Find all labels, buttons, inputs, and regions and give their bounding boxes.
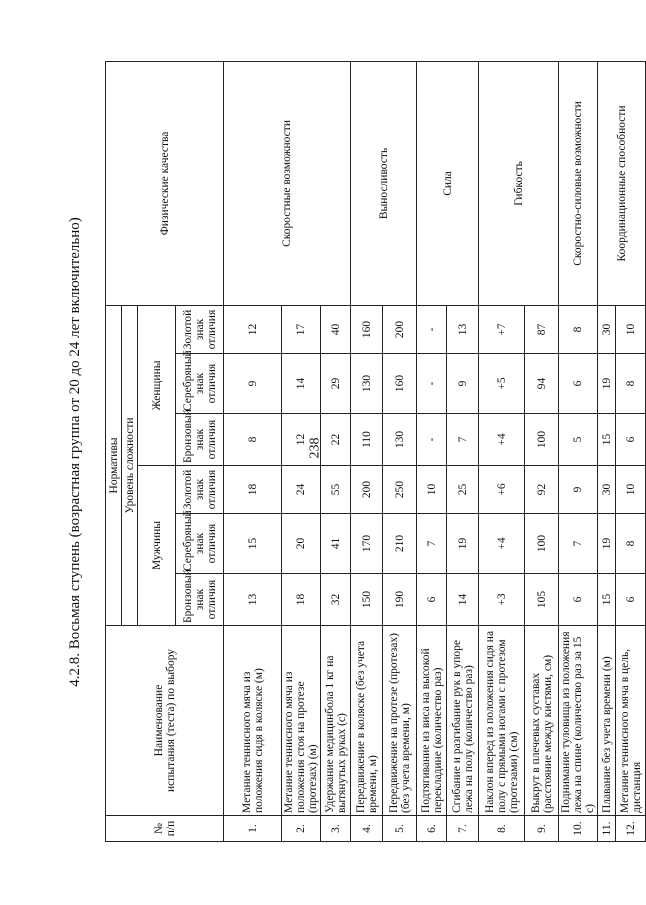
women-bronze-value: 110 bbox=[351, 414, 383, 466]
row-test-name: Сгибание и разгибание рук в упоре лежа на полу (количество раз) bbox=[447, 626, 479, 816]
header-men: Мужчины bbox=[138, 466, 176, 626]
women-gold-value: 13 bbox=[447, 305, 479, 353]
men-gold-value: 10 bbox=[616, 466, 646, 514]
row-test-name: Плавание без учета времени (м) bbox=[598, 626, 616, 816]
women-gold-value: 17 bbox=[282, 305, 321, 353]
row-test-name: Подтягивание из виса на высокой перекладине (количество раз) bbox=[417, 626, 447, 816]
men-gold-value: 10 bbox=[417, 466, 447, 514]
row-test-name: Передвижение на протезе (протезах) (без учета времени, м) bbox=[383, 626, 417, 816]
men-silver-value: 19 bbox=[447, 514, 479, 574]
women-bronze-value: 130 bbox=[383, 414, 417, 466]
header-test-name-line1: Наименование bbox=[152, 684, 165, 757]
women-gold-value: 30 bbox=[598, 305, 616, 353]
men-silver-value: +4 bbox=[479, 514, 525, 574]
women-silver-value: 6 bbox=[559, 354, 598, 414]
page-number: 238 bbox=[307, 437, 323, 459]
header-men-silver: Серебряный знак отличия bbox=[176, 514, 224, 574]
table-row bbox=[224, 61, 282, 841]
women-silver-value: 8 bbox=[616, 354, 646, 414]
men-silver-value: 7 bbox=[417, 514, 447, 574]
rotated-page bbox=[65, 62, 643, 842]
women-gold-value: 160 bbox=[351, 305, 383, 353]
table-row bbox=[351, 61, 383, 841]
women-gold-value: +7 bbox=[479, 305, 525, 353]
men-bronze-value: +3 bbox=[479, 574, 525, 626]
women-silver-value: 29 bbox=[321, 354, 351, 414]
men-silver-value: 8 bbox=[616, 514, 646, 574]
header-qualities: Физические качества bbox=[106, 61, 224, 305]
header-test-name-line2: испытания (теста) по выбору bbox=[164, 648, 177, 793]
row-number: 4. bbox=[351, 816, 383, 842]
women-silver-value: 94 bbox=[525, 354, 559, 414]
women-gold-value: 8 bbox=[559, 305, 598, 353]
row-test-name: Передвижение в коляске (без учета времени, м) bbox=[351, 626, 383, 816]
table-row bbox=[559, 61, 598, 841]
men-bronze-value: 190 bbox=[383, 574, 417, 626]
row-number: 9. bbox=[525, 816, 559, 842]
row-number: 6. bbox=[417, 816, 447, 842]
quality-speed: Скоростные возможности bbox=[224, 61, 351, 305]
row-number: 10. bbox=[559, 816, 598, 842]
men-silver-value: 210 bbox=[383, 514, 417, 574]
row-test-name: Метание теннисного мяча из положения стоя на протезе (протезах) (м) bbox=[282, 626, 321, 816]
row-number: 5. bbox=[383, 816, 417, 842]
women-silver-value: 9 bbox=[224, 354, 282, 414]
header-women-silver: Серебряный знак отличия bbox=[176, 354, 224, 414]
header-women-bronze: Бронзовый знак отличия bbox=[176, 414, 224, 466]
women-gold-value: 10 bbox=[616, 305, 646, 353]
header-test-name bbox=[106, 626, 224, 816]
header-no: № п/п bbox=[106, 816, 224, 842]
men-silver-value: 19 bbox=[598, 514, 616, 574]
norms-table bbox=[105, 61, 646, 842]
women-bronze-value: 22 bbox=[321, 414, 351, 466]
men-gold-value: 250 bbox=[383, 466, 417, 514]
quality-strength: Сила bbox=[417, 61, 479, 305]
header-difficulty: Уровень сложности bbox=[122, 305, 138, 625]
row-number: 3. bbox=[321, 816, 351, 842]
women-silver-value: 9 bbox=[447, 354, 479, 414]
row-number: 12. bbox=[616, 816, 646, 842]
women-bronze-value: 6 bbox=[616, 414, 646, 466]
women-gold-value: 200 bbox=[383, 305, 417, 353]
men-silver-value: 100 bbox=[525, 514, 559, 574]
row-test-name: Метание теннисного мяча в цель, дистанция bbox=[616, 626, 646, 816]
men-bronze-value: 14 bbox=[447, 574, 479, 626]
header-men-gold: Золотой знак отличия bbox=[176, 466, 224, 514]
header-men-bronze: Бронзовый знак отличия bbox=[176, 574, 224, 626]
women-silver-value: 160 bbox=[383, 354, 417, 414]
header-women: Женщины bbox=[138, 305, 176, 465]
row-test-name: Метание теннисного мяча из положения сидя в коляске (м) bbox=[224, 626, 282, 816]
men-bronze-value: 105 bbox=[525, 574, 559, 626]
row-number: 11. bbox=[598, 816, 616, 842]
men-silver-value: 170 bbox=[351, 514, 383, 574]
row-number: 1. bbox=[224, 816, 282, 842]
table-row bbox=[598, 61, 616, 841]
men-gold-value: 92 bbox=[525, 466, 559, 514]
men-silver-value: 15 bbox=[224, 514, 282, 574]
men-gold-value: 24 bbox=[282, 466, 321, 514]
row-number: 2. bbox=[282, 816, 321, 842]
men-gold-value: 9 bbox=[559, 466, 598, 514]
women-bronze-value: 7 bbox=[447, 414, 479, 466]
men-bronze-value: 32 bbox=[321, 574, 351, 626]
men-silver-value: 7 bbox=[559, 514, 598, 574]
row-test-name: Поднимание туловища из положения лежа на спине (количество раз за 15 с) bbox=[559, 626, 598, 816]
quality-speed-strength: Скоростно-силовые возможности bbox=[559, 61, 598, 305]
men-gold-value: 30 bbox=[598, 466, 616, 514]
men-gold-value: 25 bbox=[447, 466, 479, 514]
women-bronze-value: 8 bbox=[224, 414, 282, 466]
women-silver-value: 130 bbox=[351, 354, 383, 414]
men-silver-value: 20 bbox=[282, 514, 321, 574]
women-bronze-value: - bbox=[417, 414, 447, 466]
men-gold-value: 18 bbox=[224, 466, 282, 514]
women-silver-value: - bbox=[417, 354, 447, 414]
men-bronze-value: 6 bbox=[616, 574, 646, 626]
quality-flexibility: Гибкость bbox=[479, 61, 559, 305]
row-number: 8. bbox=[479, 816, 525, 842]
row-test-name: Наклон вперед из положения сидя на полу с прямыми ногами с протезом (протезами) (см) bbox=[479, 626, 525, 816]
men-bronze-value: 15 bbox=[598, 574, 616, 626]
women-gold-value: 87 bbox=[525, 305, 559, 353]
women-silver-value: 19 bbox=[598, 354, 616, 414]
men-bronze-value: 6 bbox=[417, 574, 447, 626]
women-silver-value: 14 bbox=[282, 354, 321, 414]
women-bronze-value: +4 bbox=[479, 414, 525, 466]
women-bronze-value: 15 bbox=[598, 414, 616, 466]
women-gold-value: - bbox=[417, 305, 447, 353]
row-test-name: Выкрут в плечевых суставах (расстояние между кистями, см) bbox=[525, 626, 559, 816]
women-bronze-value: 12 bbox=[282, 414, 321, 466]
header-norms: Нормативы bbox=[106, 305, 122, 625]
women-gold-value: 12 bbox=[224, 305, 282, 353]
women-silver-value: +5 bbox=[479, 354, 525, 414]
men-bronze-value: 13 bbox=[224, 574, 282, 626]
men-bronze-value: 18 bbox=[282, 574, 321, 626]
men-gold-value: 55 bbox=[321, 466, 351, 514]
men-gold-value: +6 bbox=[479, 466, 525, 514]
quality-coordination: Координационные способности bbox=[598, 61, 646, 305]
men-silver-value: 41 bbox=[321, 514, 351, 574]
women-bronze-value: 5 bbox=[559, 414, 598, 466]
section-title: 4.2.8. Восьмая ступень (возрастная группа от 20 до 24 лет включительно) bbox=[67, 217, 83, 687]
header-women-gold: Золотой знак отличия bbox=[176, 305, 224, 353]
row-number: 7. bbox=[447, 816, 479, 842]
men-bronze-value: 6 bbox=[559, 574, 598, 626]
women-gold-value: 40 bbox=[321, 305, 351, 353]
quality-endurance: Выносливость bbox=[351, 61, 417, 305]
women-bronze-value: 100 bbox=[525, 414, 559, 466]
table-row bbox=[479, 61, 525, 841]
row-test-name: Удержание медицинбола 1 кг на вытянутых руках (с) bbox=[321, 626, 351, 816]
men-gold-value: 200 bbox=[351, 466, 383, 514]
table-row bbox=[417, 61, 447, 841]
men-bronze-value: 150 bbox=[351, 574, 383, 626]
